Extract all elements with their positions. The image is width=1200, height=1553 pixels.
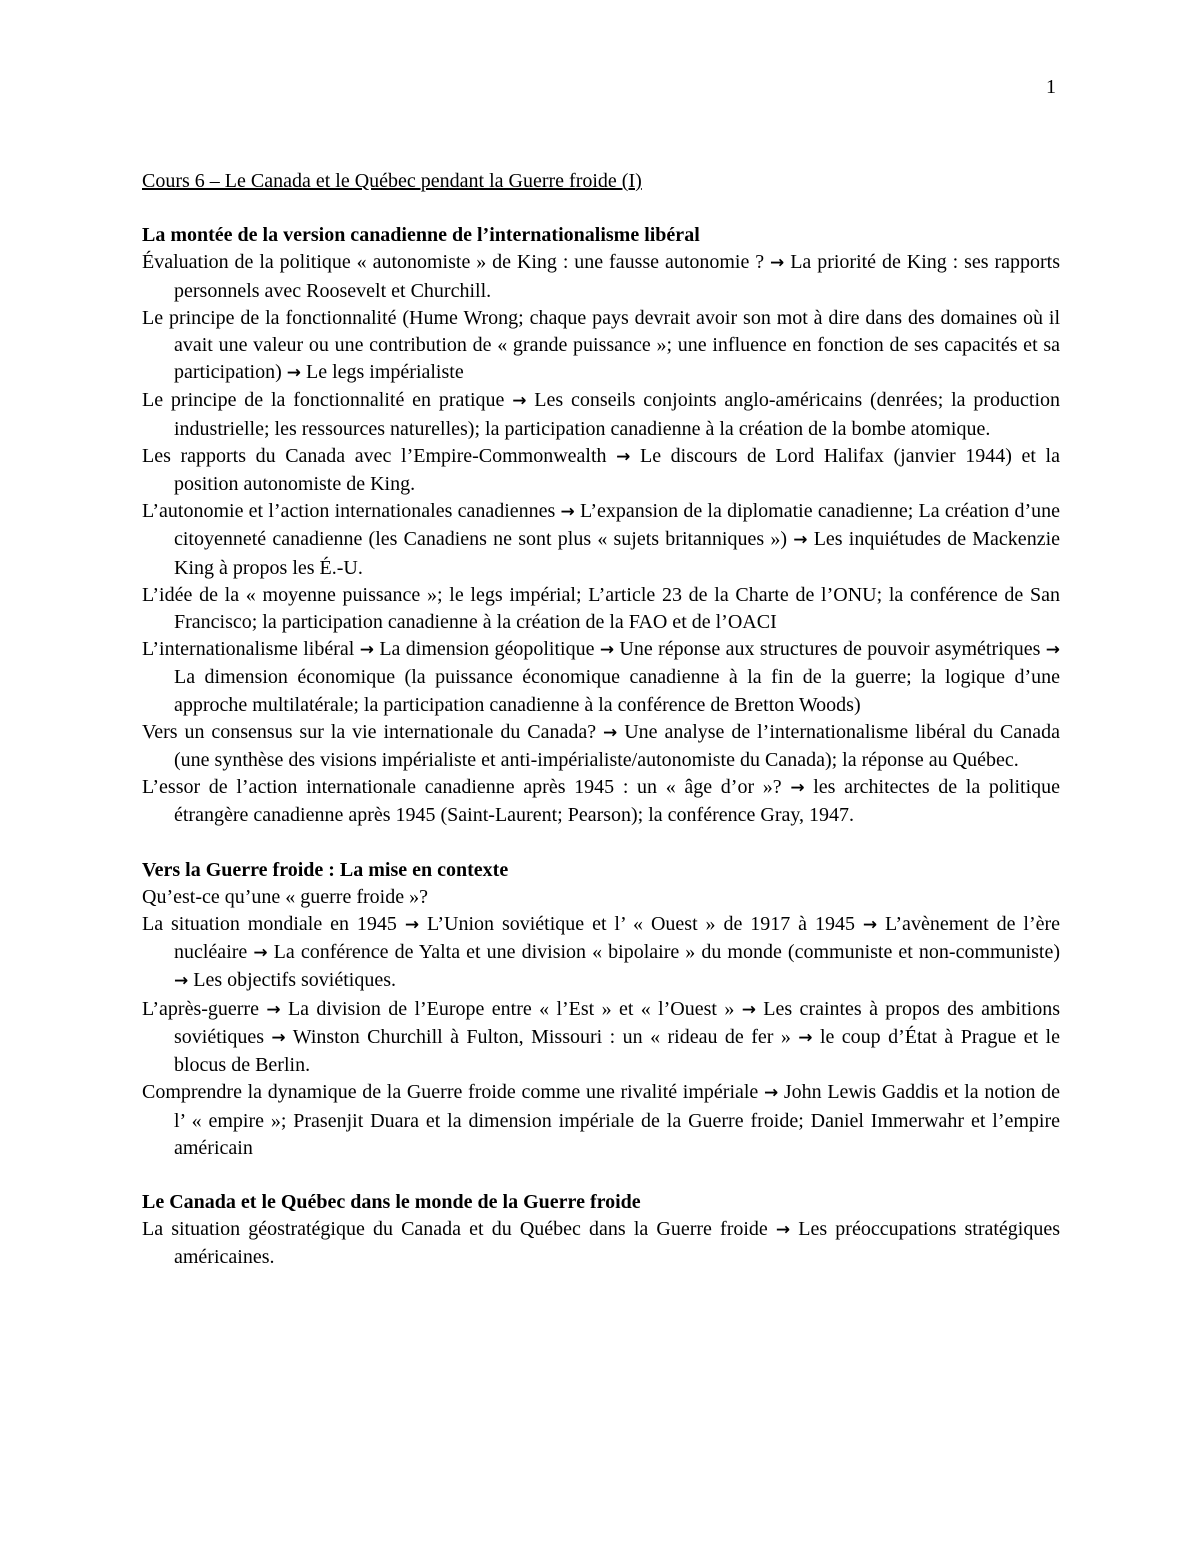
section-internationalisme-liberal [142, 222, 1060, 829]
paragraph: Évaluation de la politique « autonomiste » de King : une fausse autonomie ? → La priorité de King : ses rapports personnels avec Roosevelt et Churchill. [142, 251, 1060, 302]
arrow-right-icon: → [775, 1220, 791, 1241]
section-vers-guerre-froide [142, 857, 1060, 1162]
arrow-right-icon: → [286, 363, 301, 384]
paragraph: La situation géostratégique du Canada et du Québec dans la Guerre froide → Les préoccupations stratégiques américaines. [142, 1218, 1061, 1269]
arrow-right-icon: → [174, 971, 189, 992]
arrow-right-icon: → [616, 446, 631, 467]
section-heading: Vers la Guerre froide : La mise en contexte [142, 858, 509, 881]
paragraph: L’internationalisme libéral → La dimension géopolitique → Une réponse aux structures de pouvoir asymétriques → La dimension économique (la puissance économique canadienne à la fin de la guerre; la logique d’une approche multilatérale; la participation canadienne à la conférence de Bretton Woods) [142, 638, 1060, 716]
paragraph: L’après-guerre → La division de l’Europe entre « l’Est » et « l’Ouest » → Les craintes à propos des ambitions soviétiques → Winston Churchill à Fulton, Missouri : un « rideau de fer » → le coup d’État à Prague et le blocus de Berlin. [142, 997, 1061, 1077]
page-number: 1 [1046, 76, 1056, 98]
paragraph: L’essor de l’action internationale canadienne après 1945 : un « âge d’or »? → les architectes de la politique étrangère canadienne après 1945 (Saint-Laurent; Pearson); la conférence Gray, 1947. [142, 776, 1060, 827]
paragraph: L’idée de la « moyenne puissance »; le legs impérial; L’article 23 de la Charte de l’ONU; la conférence de San Francisco; la participation canadienne à la création de la FAO et de l’OACI [142, 583, 1060, 634]
paragraph: Qu’est-ce qu’une « guerre froide »? [142, 885, 428, 908]
section-canada-quebec-guerre-froide [142, 1189, 1060, 1272]
paragraph: Les rapports du Canada avec l’Empire-Commonwealth → Le discours de Lord Halifax (janvier 1944) et la position autonomiste de King. [142, 444, 1060, 496]
arrow-right-icon: → [271, 1027, 286, 1048]
section-heading: Le Canada et le Québec dans le monde de la Guerre froide [142, 1190, 641, 1213]
arrow-right-icon: → [1045, 640, 1060, 661]
arrow-right-icon: → [404, 915, 420, 936]
arrow-right-icon: → [359, 640, 374, 661]
arrow-right-icon: → [512, 391, 527, 412]
arrow-right-icon: → [599, 640, 615, 661]
arrow-right-icon: → [862, 915, 878, 936]
document-body [142, 168, 1060, 1299]
arrow-right-icon: → [798, 1027, 813, 1048]
paragraph: Le principe de la fonctionnalité en pratique → Les conseils conjoints anglo-américains (denrées; la production industrielle; les ressources naturelles); la participation canadienne à la création de la bombe atomique. [142, 389, 1060, 440]
paragraph: Le principe de la fonctionnalité (Hume Wrong; chaque pays devrait avoir son mot à dire dans des domaines où il avait une valeur ou une contribution de « grande puissance »; une influence en fonction de ses capacités et sa participation) → Le legs impérialiste [142, 306, 1060, 384]
arrow-right-icon: → [763, 1083, 779, 1104]
arrow-right-icon: → [793, 530, 808, 551]
arrow-right-icon: → [253, 943, 268, 964]
document-title: Cours 6 – Le Canada et le Québec pendant la Guerre froide (I) [142, 170, 642, 192]
arrow-right-icon: → [560, 502, 575, 523]
paragraph: Vers un consensus sur la vie internationale du Canada? → Une analyse de l’internationalisme libéral du Canada (une synthèse des visions impérialiste et anti-impérialiste/autonomiste du Canada); la réponse au Québec. [142, 720, 1060, 772]
paragraph: La situation mondiale en 1945 → L’Union soviétique et l’ « Ouest » de 1917 à 1945 → L’avènement de l’ère nucléaire → La conférence de Yalta et une division « bipolaire » du monde (communiste et non-communiste) → Les objectifs soviétiques. [142, 913, 1061, 992]
paragraph: Comprendre la dynamique de la Guerre froide comme une rivalité impériale → John Lewis Gaddis et la notion de l’ « empire »; Prasenjit Duara et la dimension impériale de la Guerre froide; Daniel Immerwahr et l’empire américain [142, 1081, 1060, 1159]
arrow-right-icon: → [266, 999, 281, 1020]
arrow-right-icon: → [603, 722, 618, 743]
section-heading: La montée de la version canadienne de l’internationalisme libéral [142, 224, 700, 247]
arrow-right-icon: → [790, 778, 805, 799]
arrow-right-icon: → [741, 999, 756, 1020]
arrow-right-icon: → [770, 253, 785, 274]
paragraph: L’autonomie et l’action internationales canadiennes → L’expansion de la diplomatie canadienne; La création d’une citoyenneté canadienne (les Canadiens ne sont plus « sujets britanniques ») → Les inquiétudes de Mackenzie King à propos les É.-U. [142, 500, 1060, 579]
